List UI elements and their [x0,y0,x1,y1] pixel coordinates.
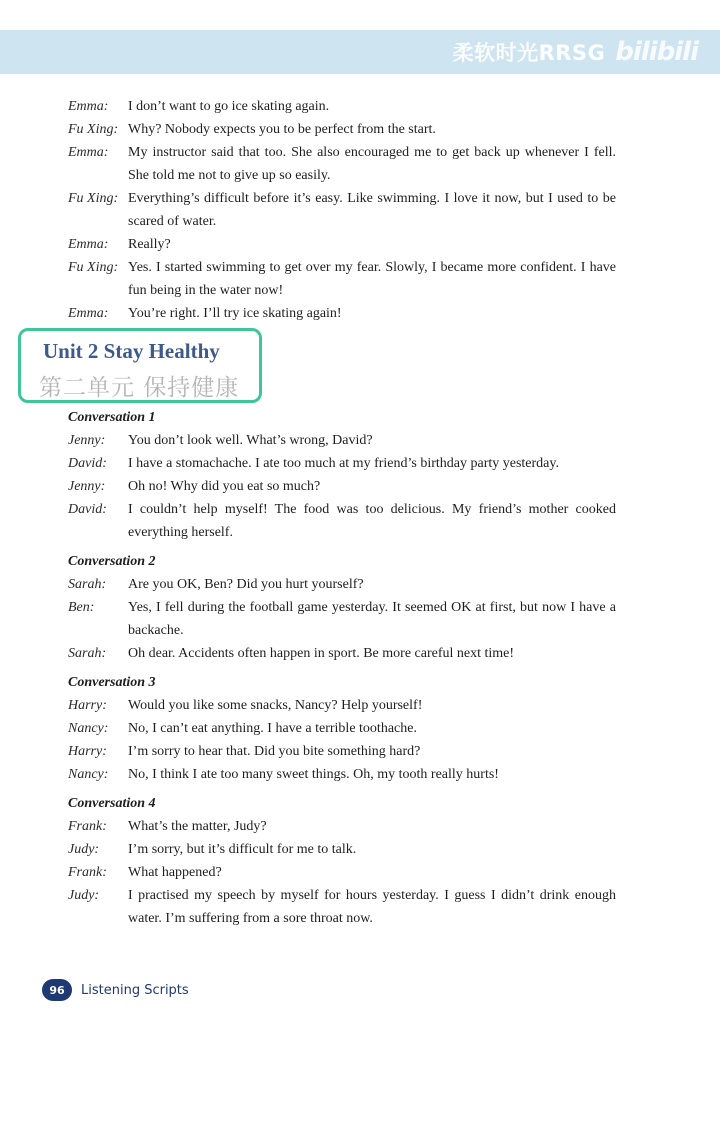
dialogue-line [68,642,616,665]
conversation-4 [68,792,616,930]
dialogue-line [68,95,616,118]
speaker: Judy: [68,888,100,903]
line-text: No, I can’t eat anything. I have a terrible toothache. [128,721,417,736]
speaker: Emma: [68,99,109,114]
conversation-title: Conversation 2 [68,554,156,569]
speaker: Emma: [68,237,109,252]
dialogue-line [68,141,616,187]
line-text: Really? [128,237,171,252]
intro-dialogue [68,95,616,325]
dialogue-line [68,452,616,475]
conversation-title: Conversation 3 [68,675,156,690]
unit-title: Unit 2 Stay Healthy [43,339,220,363]
speaker: Jenny: [68,479,106,494]
page-number-badge: 96 [42,979,72,1001]
line-text: You don’t look well. What’s wrong, David? [128,433,373,448]
dialogue-line [68,763,616,786]
dialogue-line [68,596,616,642]
dialogue-line [68,884,616,930]
speaker: Nancy: [68,767,109,782]
dialogue-line [68,815,616,838]
watermark [453,34,698,70]
line-text: You’re right. I’ll try ice skating again! [128,306,342,321]
line-text: Yes, I fell during the football game yesterday. It seemed OK at first, but now I have a backache. [128,600,616,638]
speaker: Sarah: [68,646,107,661]
speaker: Harry: [68,698,107,713]
dialogue-line [68,475,616,498]
line-text: I couldn’t help myself! The food was too delicious. My friend’s mother cooked everything herself. [128,502,616,540]
line-text: Everything’s difficult before it’s easy. Like swimming. I love it now, but I used to be scared of water. [128,191,616,229]
speaker: David: [68,502,107,517]
dialogue-line [68,302,616,325]
page-footer [42,979,189,1001]
speaker: Frank: [68,865,107,880]
line-text: I don’t want to go ice skating again. [128,99,330,114]
dialogue-line [68,498,616,544]
conversation-title: Conversation 4 [68,796,156,811]
dialogue-line [68,429,616,452]
line-text: What’s the matter, Judy? [128,819,267,834]
unit-heading [18,328,262,403]
line-text: I’m sorry to hear that. Did you bite something hard? [128,744,421,759]
dialogue-line [68,118,616,141]
speaker: Fu Xing: [68,122,119,137]
conversation-2 [68,550,616,665]
speaker: Emma: [68,145,109,160]
speaker: Fu Xing: [68,260,119,275]
speaker: Sarah: [68,577,107,592]
conversation-1 [68,406,616,544]
speaker: Harry: [68,744,107,759]
conversation-title: Conversation 1 [68,410,156,425]
speaker: Fu Xing: [68,191,119,206]
conversation-3 [68,671,616,786]
bilibili-logo-icon: bilibili [615,37,698,67]
line-text: Yes. I started swimming to get over my fear. Slowly, I became more confident. I have fun being in the water now! [128,260,616,298]
speaker: Nancy: [68,721,109,736]
line-text: What happened? [128,865,222,880]
speaker: Judy: [68,842,100,857]
dialogue-line [68,717,616,740]
watermark-text: 柔软时光RRSG [452,41,606,65]
dialogue-line [68,740,616,763]
speaker: Jenny: [68,433,106,448]
line-text: No, I think I ate too many sweet things. Oh, my tooth really hurts! [128,767,499,782]
speaker: Emma: [68,306,109,321]
dialogue-line [68,861,616,884]
footer-label: Listening Scripts [81,982,189,998]
dialogue-line [68,187,616,233]
line-text: I’m sorry, but it’s difficult for me to talk. [128,842,357,857]
line-text: Oh no! Why did you eat so much? [128,479,321,494]
speaker: David: [68,456,107,471]
line-text: My instructor said that too. She also encouraged me to get back up whenever I fell. She told me not to give up so easily. [128,145,616,183]
unit-subtitle: 第二单元 保持健康 [39,375,240,401]
dialogue-line [68,573,616,596]
speaker: Ben: [68,600,95,615]
line-text: I have a stomachache. I ate too much at my friend’s birthday party yesterday. [128,456,559,471]
line-text: I practised my speech by myself for hours yesterday. I guess I didn’t drink enough water. I’m suffering from a sore throat now. [128,888,616,926]
line-text: Why? Nobody expects you to be perfect from the start. [128,122,436,137]
dialogue-line [68,256,616,302]
dialogue-line [68,233,616,256]
line-text: Are you OK, Ben? Did you hurt yourself? [128,577,364,592]
line-text: Oh dear. Accidents often happen in sport. Be more careful next time! [128,646,515,661]
speaker: Frank: [68,819,107,834]
dialogue-line [68,694,616,717]
dialogue-line [68,838,616,861]
line-text: Would you like some snacks, Nancy? Help yourself! [128,698,423,713]
